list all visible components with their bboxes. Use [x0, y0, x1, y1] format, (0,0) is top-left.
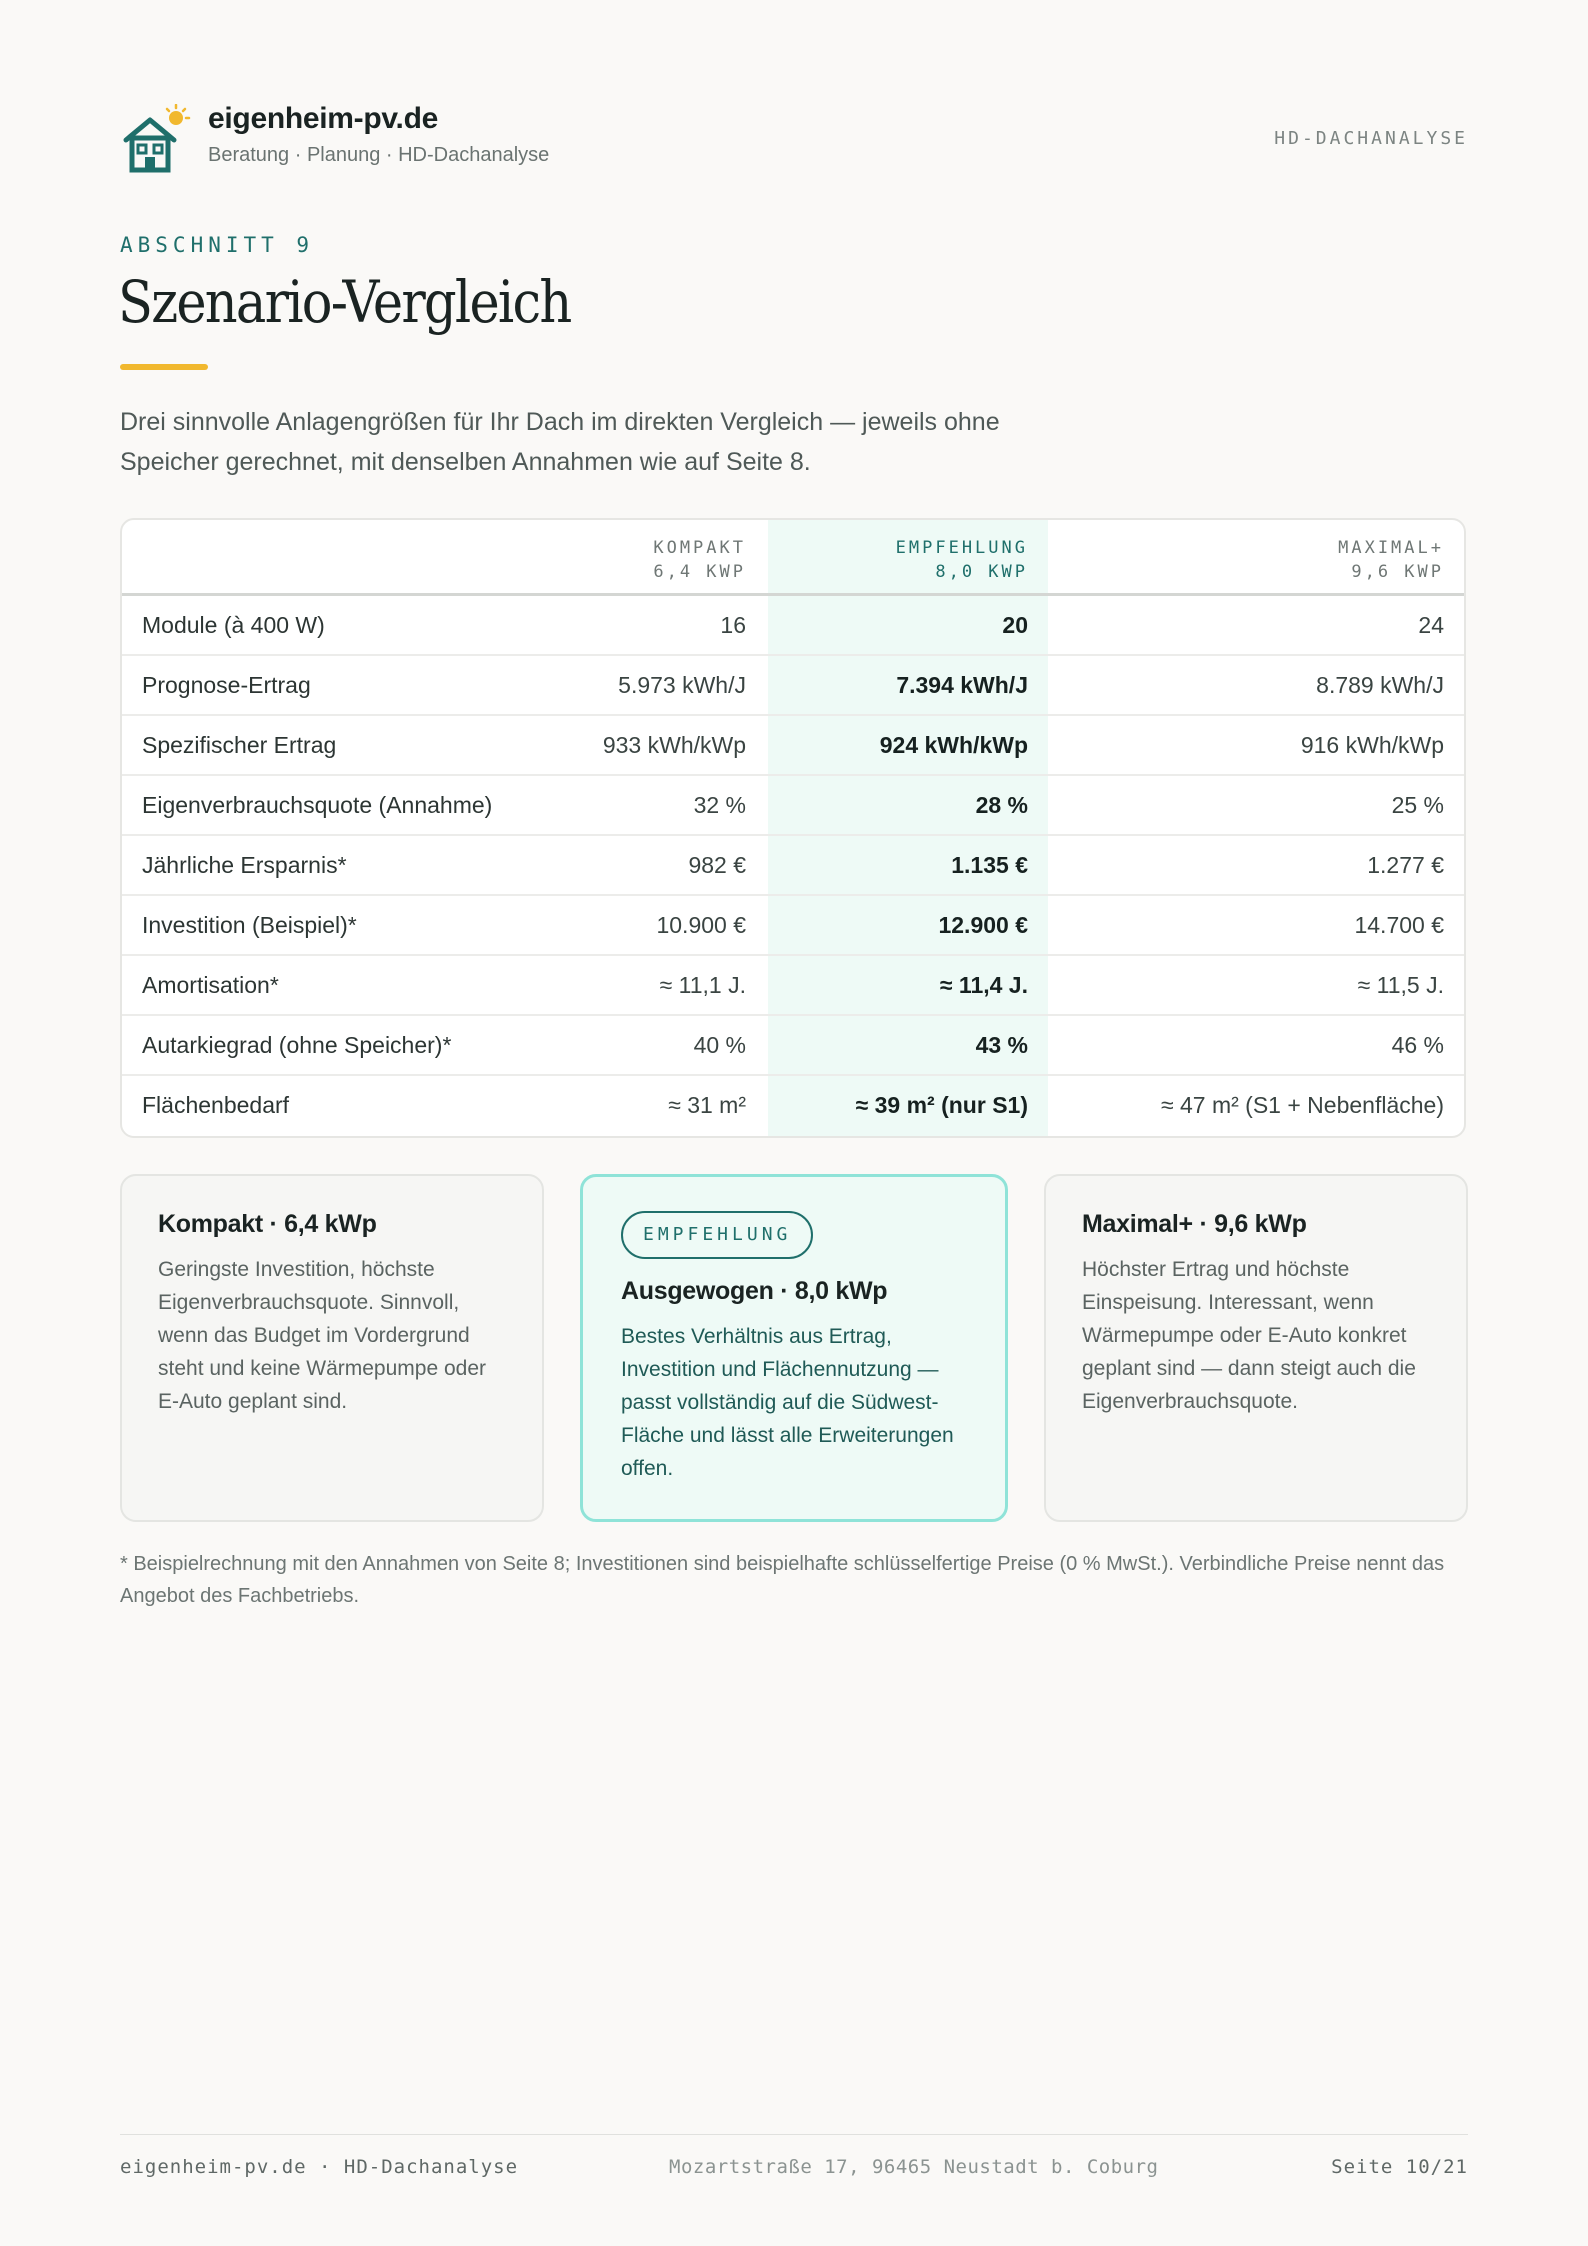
row-label: Flächenbedarf	[142, 1092, 290, 1118]
value-kompakt: 933 kWh/kWp	[602, 732, 746, 758]
card-text-line: Einspeisung. Interessant, wenn	[1082, 1291, 1374, 1314]
column-name: KOMPAKT	[653, 538, 746, 558]
page-header	[120, 100, 1468, 180]
value-maximal: 14.700 €	[1354, 912, 1444, 938]
card-text-line: Investition und Flächennutzung —	[621, 1358, 939, 1381]
page-footer	[120, 2156, 1468, 2186]
card-title: Kompakt · 6,4 kWp	[158, 1210, 377, 1238]
brand-name: eigenheim-pv.de	[208, 102, 438, 135]
row-label: Investition (Beispiel)*	[142, 912, 357, 938]
card-text-line: geplant sind — dann steigt auch die	[1082, 1357, 1416, 1380]
value-maximal: 46 %	[1391, 1032, 1444, 1058]
column-header-maximal	[1338, 536, 1444, 584]
row-label: Spezifischer Ertrag	[142, 732, 337, 758]
value-kompakt: 5.973 kWh/J	[618, 672, 746, 698]
card-text	[158, 1253, 508, 1418]
column-header-empfehlung	[896, 536, 1028, 584]
row-label: Autarkiegrad (ohne Speicher)*	[142, 1032, 452, 1058]
card-text-line: wenn das Budget im Vordergrund	[158, 1324, 470, 1347]
card-text-line: Geringste Investition, höchste	[158, 1258, 435, 1281]
column-name: EMPFEHLUNG	[895, 538, 1028, 558]
value-maximal: 916 kWh/kWp	[1300, 732, 1444, 758]
card-text-line: Wärmepumpe oder E-Auto konkret	[1082, 1324, 1407, 1347]
value-kompakt: ≈ 11,1 J.	[659, 972, 746, 998]
card-text-line: offen.	[621, 1457, 674, 1480]
value-kompakt: 982 €	[688, 852, 746, 878]
table-row	[122, 596, 1464, 656]
value-maximal: 8.789 kWh/J	[1316, 672, 1444, 698]
table-row	[122, 716, 1464, 776]
value-kompakt: 10.900 €	[656, 912, 746, 938]
value-empfehlung: 924 kWh/kWp	[879, 732, 1028, 758]
value-empfehlung: 12.900 €	[938, 912, 1028, 938]
table-row	[122, 896, 1464, 956]
value-empfehlung: ≈ 39 m² (nur S1)	[855, 1092, 1028, 1118]
value-maximal: 1.277 €	[1367, 852, 1444, 878]
card-text-line: steht und keine Wärmepumpe oder	[158, 1357, 487, 1380]
value-kompakt: 40 %	[693, 1032, 746, 1058]
card-text-line: passt vollständig auf die Südwest-	[621, 1391, 939, 1414]
house-sun-icon	[120, 104, 192, 176]
card-maximal	[1044, 1174, 1468, 1522]
column-size: 8,0 KWP	[935, 562, 1028, 582]
table-row	[122, 776, 1464, 836]
value-kompakt: 32 %	[693, 792, 746, 818]
card-text	[621, 1320, 971, 1485]
row-label: Eigenverbrauchsquote (Annahme)	[142, 792, 493, 818]
table-row	[122, 656, 1464, 716]
row-label: Prognose-Ertrag	[142, 672, 311, 698]
value-maximal: ≈ 11,5 J.	[1357, 972, 1444, 998]
value-empfehlung: 20	[1002, 612, 1028, 638]
column-name: MAXIMAL+	[1338, 538, 1444, 558]
comparison-table	[120, 518, 1466, 1138]
card-title: Ausgewogen · 8,0 kWp	[621, 1277, 888, 1305]
footer-address: Mozartstraße 17, 96465 Neustadt b. Coburg	[669, 2156, 1159, 2178]
value-empfehlung: 28 %	[975, 792, 1028, 818]
section-label: ABSCHNITT 9	[120, 233, 315, 257]
column-size: 9,6 KWP	[1351, 562, 1444, 582]
intro-text: Drei sinnvolle Anlagengrößen für Ihr Dach im direkten Vergleich — jeweils ohne Speicher gerechnet, mit denselben Annahmen wie auf Seite 8.	[120, 408, 1000, 476]
value-kompakt: 16	[720, 612, 746, 638]
table-header	[122, 520, 1464, 596]
value-maximal: 24	[1418, 612, 1444, 638]
row-label: Jährliche Ersparnis*	[142, 852, 347, 878]
value-empfehlung: 43 %	[975, 1032, 1028, 1058]
card-text-line: Höchster Ertrag und höchste	[1082, 1258, 1350, 1281]
row-label: Amortisation*	[142, 972, 279, 998]
table-row	[122, 956, 1464, 1016]
value-kompakt: ≈ 31 m²	[668, 1092, 746, 1118]
table-row	[122, 1076, 1464, 1136]
value-maximal: ≈ 47 m² (S1 + Nebenfläche)	[1160, 1092, 1444, 1118]
brand-subtitle: Beratung · Planung · HD-Dachanalyse	[208, 144, 550, 166]
recommendation-badge: EMPFEHLUNG	[621, 1211, 813, 1259]
footnote: * Beispielrechnung mit den Annahmen von Seite 8; Investitionen sind beispielhafte schlüsselfertige Preise (0 % MwSt.). Verbindliche Preise nennt das Angebot des Fachbetriebs.	[120, 1553, 1445, 1607]
table-row	[122, 1016, 1464, 1076]
column-size: 6,4 KWP	[653, 562, 746, 582]
footer-brand: eigenheim-pv.de · HD-Dachanalyse	[120, 2156, 519, 2178]
row-label: Module (à 400 W)	[142, 612, 325, 638]
card-text-line: Eigenverbrauchsquote.	[1082, 1390, 1298, 1413]
header-tag: HD-DACHANALYSE	[1274, 128, 1468, 149]
page-number: Seite 10/21	[1331, 2156, 1468, 2178]
value-empfehlung: ≈ 11,4 J.	[939, 972, 1028, 998]
column-header-kompakt	[653, 536, 746, 584]
card-text-line: Fläche und lässt alle Erweiterungen	[621, 1424, 954, 1447]
value-empfehlung: 7.394 kWh/J	[896, 672, 1028, 698]
card-kompakt	[120, 1174, 544, 1522]
table-row	[122, 836, 1464, 896]
value-empfehlung: 1.135 €	[951, 852, 1028, 878]
value-maximal: 25 %	[1391, 792, 1444, 818]
title-underline	[120, 364, 208, 370]
footer-divider	[120, 2134, 1468, 2135]
page-title: Szenario-Vergleich	[118, 268, 571, 336]
card-title: Maximal+ · 9,6 kWp	[1082, 1210, 1307, 1238]
card-text-line: E-Auto geplant sind.	[158, 1390, 348, 1413]
card-empfehlung	[580, 1174, 1008, 1522]
card-text	[1082, 1253, 1432, 1418]
card-text-line: Eigenverbrauchsquote. Sinnvoll,	[158, 1291, 460, 1314]
card-text-line: Bestes Verhältnis aus Ertrag,	[621, 1325, 892, 1348]
